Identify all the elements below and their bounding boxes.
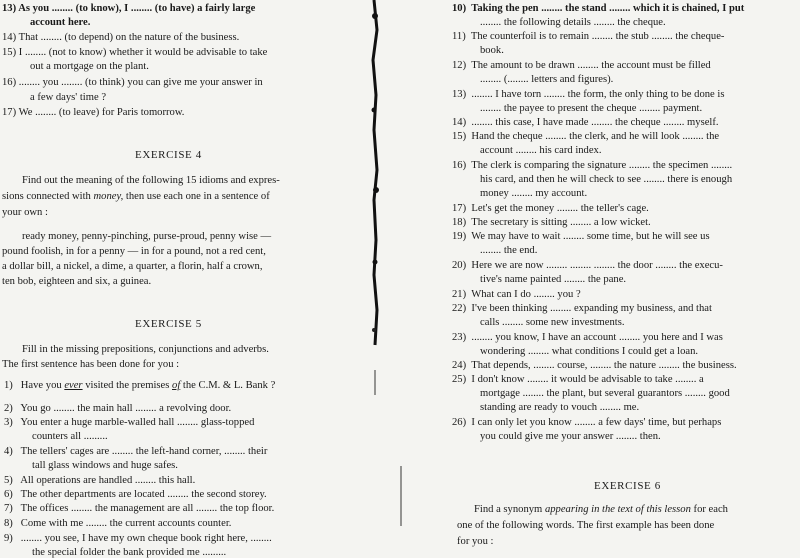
item-text: his card, and then he will check to see ........ there is enough [480,174,733,185]
item-number: 1) [4,380,13,391]
item-number: 19) [452,231,467,242]
list-item [452,2,744,15]
intro-text: for each [690,504,728,515]
item-number: 15) [2,47,17,58]
list-item [480,102,702,115]
item-text: out a mortgage on the plant. [30,61,149,72]
item-text: standing are ready to vouch ........ me. [480,402,640,413]
item-text: book. [480,45,504,56]
idiom-list-line: pound foolish, in for a penny — in for a pound, not a red cent, [2,246,266,257]
exercise-heading: EXERCISE 6 [594,480,661,492]
item-number: 12) [452,60,467,71]
item-number: 25) [452,374,467,385]
item-text: a few days' time ? [30,92,107,103]
item-number: 20) [452,260,467,271]
item-number: 13) [2,3,17,14]
item-text: tive's name painted ........ the pane. [480,274,627,285]
intro-italic: money, [93,191,124,202]
list-item [2,2,255,15]
list-item [4,488,267,501]
list-item [480,187,587,200]
item-number: 14) [2,32,17,43]
item-text: calls ........ some new investments. [480,317,625,328]
list-item [32,546,226,558]
item-text: Let's get the money ........ the teller's cage. [471,203,649,214]
list-item [452,416,721,429]
list-item [480,173,732,186]
item-text: As you ........ (to know), I ........ (to have) a fairly large [18,3,256,14]
item-text: you could give me your answer ........ then. [480,431,661,442]
item-text: That ........ (to depend) on the nature of the business. [18,32,240,43]
item-number: 9) [4,533,13,544]
item-text: I ........ (not to know) whether it would be advisable to take [18,47,268,58]
item-number: 3) [4,417,13,428]
list-item [4,474,195,487]
item-text: The tellers' cages are ........ the left-hand corner, ........ their [20,446,268,457]
item-text: The amount to be drawn ........ the account must be filled [471,60,711,71]
item-text: ........ this case, I have made ........ the cheque ........ myself. [471,117,719,128]
item-text: The clerk is comparing the signature ........ the specimen ........ [471,160,733,171]
list-item [30,16,90,29]
list-item [452,216,651,229]
item-number: 17) [2,107,17,118]
list-item [452,288,581,301]
item-number: 16) [2,77,17,88]
item-text: All operations are handled ........ this hall. [20,475,196,486]
list-item [4,532,272,545]
list-item [452,159,732,172]
list-item [480,430,661,443]
list-item [480,401,639,414]
list-item [452,259,723,272]
answer-word: ever [64,380,83,391]
item-text: ........ the following details ........ the cheque. [480,17,666,28]
item-text: wondering ........ what conditions I could get a loan. [480,346,699,357]
item-text: Have you [20,380,65,391]
item-number: 14) [452,117,467,128]
exercise-heading: EXERCISE 5 [135,318,202,330]
list-item [480,44,504,57]
item-text: account ........ his card index. [480,145,602,156]
item-number: 21) [452,289,467,300]
item-text: account here. [30,17,91,28]
list-item [452,116,719,129]
list-item [452,331,723,344]
item-text: Hand the cheque ........ the clerk, and he will look ........ the [471,131,720,142]
list-item [4,379,275,392]
list-item [452,88,724,101]
item-text: the C.M. & L. Bank ? [180,380,276,391]
item-text: ........ the end. [480,245,538,256]
item-number: 17) [452,203,467,214]
item-text: ........ you know, I have an account ........ you here and I was [471,332,723,343]
list-item [480,73,613,86]
list-item [30,91,106,104]
list-item [480,244,537,257]
list-item [452,202,649,215]
item-number: 13) [452,89,467,100]
answer-word: of [172,380,181,391]
list-item [2,106,184,119]
list-item [480,345,698,358]
item-number: 18) [452,217,467,228]
binding-marks [368,0,382,558]
list-item [480,316,624,329]
exercise-intro: Find out the meaning of the following 15 idioms and expres- [22,175,280,186]
exercise-heading: EXERCISE 4 [135,149,202,161]
list-item [452,230,710,243]
list-item [2,46,267,59]
list-item [480,16,666,29]
list-item [4,502,274,515]
item-number: 15) [452,131,467,142]
item-text: ........ (........ letters and figures). [480,74,614,85]
item-text: counters all ......... [32,431,108,442]
item-number: 6) [4,489,13,500]
item-number: 2) [4,403,13,414]
exercise-intro: one of the following words. The first example has been done [457,520,715,531]
list-item [452,359,737,372]
item-text: Come with me ........ the current accounts counter. [20,518,232,529]
item-number: 5) [4,475,13,486]
item-text: money ........ my account. [480,188,588,199]
item-number: 10) [452,3,467,14]
list-item [452,302,712,315]
item-text: You go ........ the main hall ........ a revolving door. [20,403,232,414]
list-item [32,459,178,472]
item-text: We may have to wait ........ some time, but he will see us [471,231,710,242]
exercise-intro: your own : [2,207,48,218]
item-text: I can only let you know ........ a few days' time, but perhaps [471,417,722,428]
list-item [480,387,730,400]
item-number: 22) [452,303,467,314]
list-item [4,517,231,530]
item-text: The other departments are located ........ the second storey. [20,489,267,500]
item-text: The secretary is sitting ........ a low wicket. [471,217,651,228]
list-item [4,445,267,458]
item-text: mortgage ........ the plant, but several guarantors ........ good [480,388,730,399]
list-item [2,31,239,44]
exercise-intro: for you : [457,536,494,547]
item-number: 24) [452,360,467,371]
item-number: 8) [4,518,13,529]
item-number: 16) [452,160,467,171]
right-page [400,0,800,558]
intro-text: sions connected with [2,191,94,202]
item-text: I don't know ........ it would be advisable to take ........ a [471,374,704,385]
list-item [480,144,602,157]
intro-italic: appearing in the text of this lesson [544,504,691,515]
item-text: ........ I have torn ........ the form, the only thing to be done is [471,89,725,100]
idiom-list-line: ready money, penny-pinching, purse-proud, penny wise — [22,231,272,242]
item-number: 4) [4,446,13,457]
item-text: You enter a huge marble-walled hall ........ glass-topped [20,417,255,428]
list-item [32,430,108,443]
item-number: 23) [452,332,467,343]
item-text: That depends, ........ course, ........ the nature ........ the business. [471,360,737,371]
item-text: Taking the pen ........ the stand ........ which it is chained, I put [471,3,745,14]
item-number: 7) [4,503,13,514]
exercise-intro: Fill in the missing prepositions, conjunctions and adverbs. [22,344,269,355]
list-item [30,60,149,73]
item-text: I've been thinking ........ expanding my business, and that [471,303,712,314]
list-item [452,130,719,143]
item-text: We ........ (to leave) for Paris tomorrow. [18,107,185,118]
item-text: ........ you see, I have my own cheque book right here, ........ [20,533,272,544]
exercise-intro [474,503,728,516]
item-text: ........ you ........ (to think) you can give me your answer in [18,77,263,88]
list-item [4,416,254,429]
item-text: tall glass windows and huge safes. [32,460,178,471]
intro-text: then use each one in a sentence of [123,191,270,202]
item-number: 26) [452,417,467,428]
list-item [452,30,724,43]
list-item [452,59,711,72]
exercise-intro [2,190,270,203]
list-item [2,76,263,89]
idiom-list-line: ten bob, eighteen and six, a guinea. [2,276,152,287]
item-text: visited the premises [82,380,173,391]
item-text: The offices ........ the management are all ........ the top floor. [20,503,275,514]
exercise-intro: The first sentence has been done for you : [2,359,180,370]
item-text: the special folder the bank provided me ......... [32,547,227,558]
list-item [452,373,704,386]
item-text: Here we are now ........ ........ ........ the door ........ the execu- [471,260,723,271]
item-text: ........ the payee to present the cheque ........ payment. [480,103,703,114]
item-text: What can I do ........ you ? [471,289,581,300]
item-text: The counterfoil is to remain ........ the stub ........ the cheque- [470,31,725,42]
intro-text: Find a synonym [474,504,545,515]
list-item [4,402,231,415]
idiom-list-line: a dollar bill, a nickel, a dime, a quarter, a florin, half a crown, [2,261,263,272]
item-number: 11) [452,31,466,42]
list-item [480,273,626,286]
